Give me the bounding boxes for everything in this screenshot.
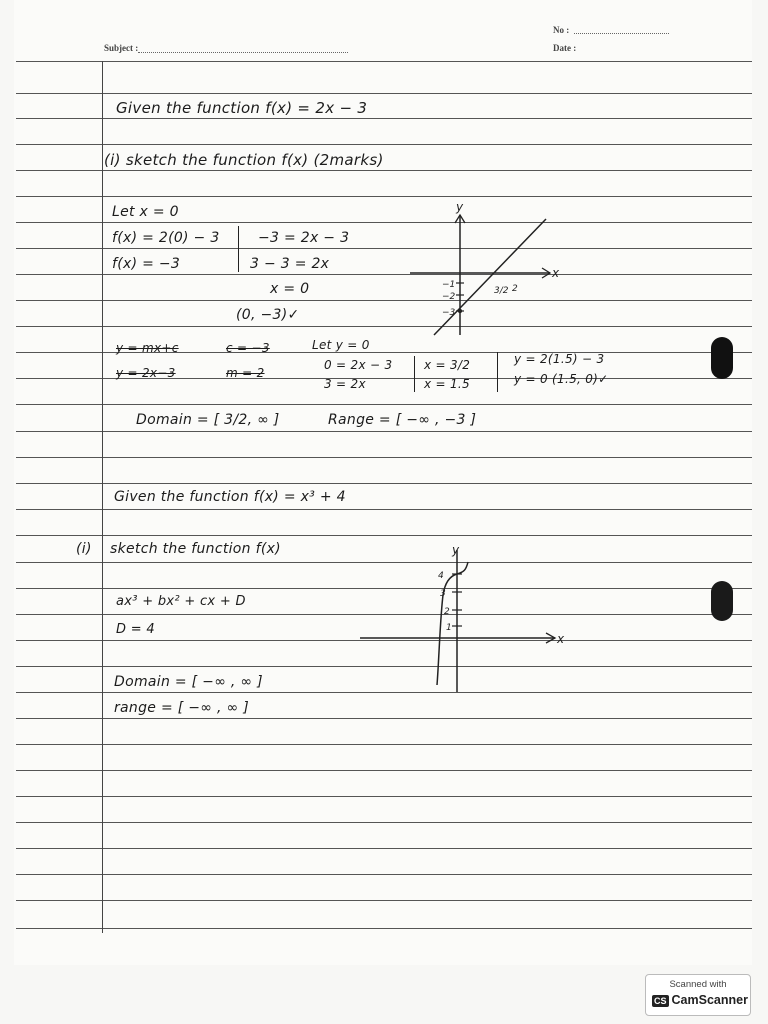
y-axis-label: y (452, 543, 460, 557)
y-eq-1: 0 = 2x − 3 (324, 358, 393, 372)
ruled-line (16, 118, 752, 119)
tick-label: 4 (438, 571, 444, 581)
y-axis-label: y (456, 200, 464, 214)
fx-value: f(x) = −3 (112, 256, 181, 272)
ruled-line (16, 900, 752, 901)
ruled-line (16, 535, 752, 536)
work-divider-2 (414, 356, 415, 392)
ruled-line (16, 848, 752, 849)
ruled-line (16, 874, 752, 875)
y-intercept-mark (458, 309, 462, 313)
ruled-line (16, 718, 752, 719)
let-x-zero: Let x = 0 (112, 204, 179, 220)
ruled-line (16, 61, 752, 62)
date-label: Date : (553, 43, 577, 53)
no-label: No : (553, 25, 570, 35)
y-eq-2: 3 = 2x (324, 377, 366, 391)
ruled-line (16, 770, 752, 771)
q1-given: Given the function f(x) = 2x − 3 (116, 99, 368, 117)
q2-domain: Domain = [ −∞ , ∞ ] (114, 674, 263, 690)
subject-line (138, 52, 348, 53)
tick-label: 1 (446, 623, 452, 633)
ruled-line (16, 274, 752, 275)
x-axis-label: x (557, 632, 565, 646)
q2-general-form: ax³ + bx² + cx + D (116, 594, 246, 609)
ruled-line (16, 93, 752, 94)
ruled-line (16, 796, 752, 797)
ruled-line (16, 196, 752, 197)
brand-name: CamScanner (671, 993, 748, 1007)
fx-substitution: f(x) = 2(0) − 3 (112, 230, 220, 246)
crossed-work-2b: m = 2 (226, 366, 265, 380)
q1-part-i: (i) sketch the function f(x) (2marks) (104, 151, 384, 169)
q2-range: range = [ −∞ , ∞ ] (114, 700, 249, 716)
ruled-line (16, 457, 752, 458)
ruled-line (16, 170, 752, 171)
q2-given: Given the function f(x) = x³ + 4 (114, 489, 346, 505)
ruled-line (16, 300, 752, 301)
no-line (574, 33, 669, 34)
ruled-line (16, 509, 752, 510)
work-divider (238, 226, 239, 272)
x-tick-label: 2 (512, 284, 518, 294)
ruled-line (16, 404, 752, 405)
tick-label: −1 (442, 280, 456, 290)
binder-hole (711, 581, 733, 621)
tick-label: 3 (440, 589, 446, 599)
eq-step-3: x = 0 (270, 281, 310, 297)
scanned-with-text: Scanned with (669, 979, 727, 990)
graph-linear (400, 195, 570, 345)
cs-logo-icon: CS (654, 996, 667, 1006)
x-axis-label: x (552, 266, 560, 280)
binder-hole (711, 337, 733, 379)
eq-step-2: 3 − 3 = 2x (250, 256, 330, 272)
tick-label: 2 (444, 607, 450, 617)
q1-range: Range = [ −∞ , −3 ] (328, 412, 477, 428)
ruled-line (16, 483, 752, 484)
ruled-line (16, 144, 752, 145)
q1-domain: Domain = [ 3/2, ∞ ] (136, 412, 280, 428)
ruled-line (16, 326, 752, 327)
let-y-zero: Let y = 0 (312, 338, 370, 352)
ruled-line (16, 248, 752, 249)
eq-step-1: −3 = 2x − 3 (258, 230, 350, 246)
crossed-work-1b: c = −3 (226, 341, 270, 355)
tick-label: −3 (442, 308, 456, 318)
ruled-line (16, 744, 752, 745)
subject-label: Subject : (104, 43, 139, 53)
crossed-work-2a: y = 2x−3 (116, 366, 176, 380)
ruled-line (16, 928, 752, 929)
y-intercept-point: (0, −3)✓ (236, 307, 300, 323)
x-eq-2: x = 1.5 (424, 377, 470, 391)
camscanner-badge (645, 974, 751, 1016)
margin-line (102, 61, 103, 933)
q2-sketch: sketch the function f(x) (110, 541, 281, 557)
graph-cubic (360, 540, 570, 695)
check-1: y = 2(1.5) − 3 (514, 352, 605, 366)
x-tick-label: 3/2 (494, 286, 509, 296)
camscanner-brand (652, 993, 748, 1007)
x-eq-1: x = 3/2 (424, 358, 471, 372)
check-2: y = 0 (1.5, 0)✓ (514, 372, 609, 386)
ruled-line (16, 431, 752, 432)
q2-part-i: (i) (76, 541, 92, 557)
ruled-line (16, 222, 752, 223)
ruled-line (16, 822, 752, 823)
q2-d-value: D = 4 (116, 622, 155, 637)
crossed-work-1a: y = mx+c (116, 341, 179, 355)
tick-label: −2 (442, 292, 456, 302)
work-divider-3 (497, 352, 498, 392)
